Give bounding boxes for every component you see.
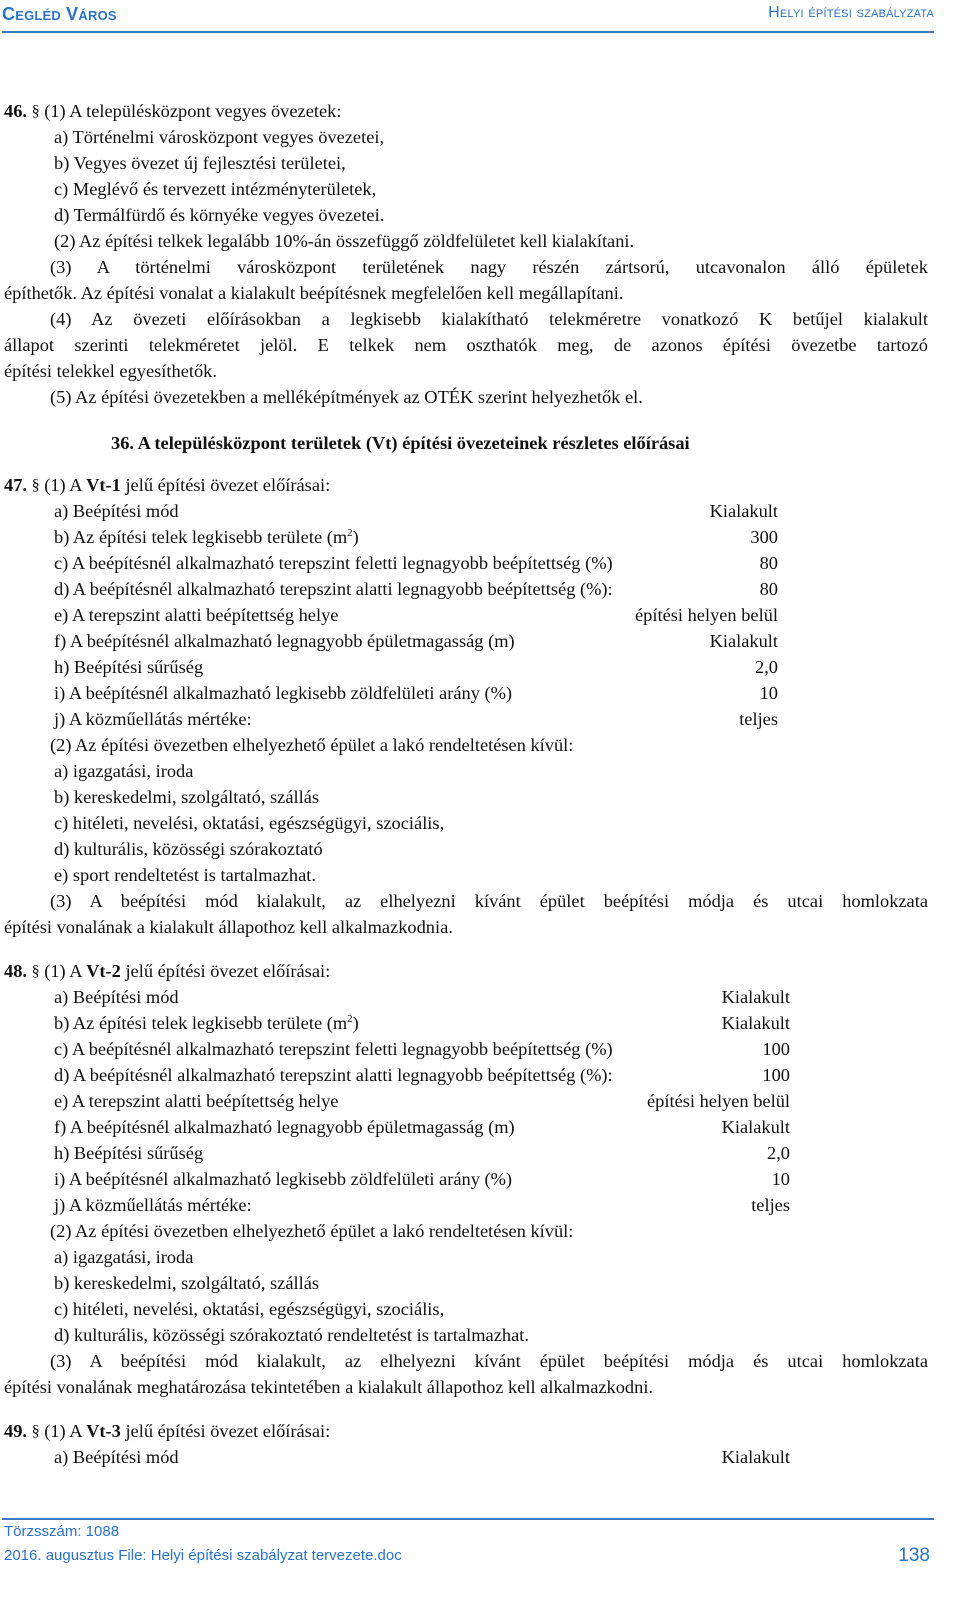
regulation-row [4, 1062, 928, 1088]
paragraph-47-heading [4, 472, 928, 498]
regulation-label: e) A terepszint alatti beépítettség helye [54, 1091, 339, 1111]
list-item: e) sport rendeltetést is tartalmazhat. [54, 865, 316, 885]
regulation-row [4, 498, 928, 524]
paragraph-text: (1) A [44, 475, 87, 495]
regulation-label: f) A beépítésnél alkalmazható legnagyobb épületmagasság (m) [54, 631, 515, 651]
section-sign: § [31, 1423, 40, 1440]
regulation-value: Kialakult [721, 1013, 790, 1033]
regulation-label: j) A közműellátás mértéke: [54, 709, 252, 729]
paragraph-text: jelű építési övezet előírásai: [120, 475, 331, 495]
list-item: a) igazgatási, iroda [54, 1247, 194, 1267]
paragraph-text: (3) A beépítési mód kialakult, az elhelyezni kívánt épület beépítési módja és utcai homlokzata [50, 1351, 928, 1371]
regulation-row [4, 576, 928, 602]
regulation-value: 300 [750, 527, 778, 547]
section-sign: § [31, 963, 40, 980]
list-item: c) hitéleti, nevelési, oktatási, egészségügyi, szociális, [54, 1299, 445, 1319]
paragraph-text: (4) Az övezeti előírásokban a legkisebb kialakítható telekméretre vonatkozó K betűjel kialakult [50, 309, 928, 329]
regulation-label: c) A beépítésnél alkalmazható terepszint feletti legnagyobb beépítettség (%) [54, 553, 613, 573]
footer-line [4, 1523, 930, 1540]
spacer [4, 410, 928, 428]
header-document-title: Helyi építési szabályzata [768, 4, 934, 21]
page-number: 138 [898, 1545, 930, 1566]
regulation-row [4, 1036, 928, 1062]
regulation-label-end: ) [352, 1013, 359, 1033]
spacer [4, 458, 928, 472]
list-item: a) igazgatási, iroda [54, 761, 194, 781]
regulation-row [4, 628, 928, 654]
regulation-row [4, 524, 928, 550]
paragraph-text: (2) Az építési övezetben elhelyezhető épület a lakó rendeltetésen kívül: [50, 735, 574, 755]
regulation-row [4, 550, 928, 576]
regulation-value: Kialakult [721, 987, 790, 1007]
regulation-label: j) A közműellátás mértéke: [54, 1195, 252, 1215]
paragraph-number: 48. [4, 961, 27, 981]
regulation-value: Kialakult [721, 1447, 790, 1467]
regulation-value: Kialakult [709, 631, 778, 651]
regulation-value: építési helyen belül [647, 1091, 790, 1111]
superscript: 2 [347, 526, 353, 539]
paragraph-48-heading [4, 958, 928, 984]
paragraph-text: (3) A beépítési mód kialakult, az elhelyezni kívánt épület beépítési módja és utcai homlokzata [50, 891, 928, 911]
paragraph-text: építési telekkel egyesíthetők. [4, 361, 217, 381]
regulation-label: d) A beépítésnél alkalmazható terepszint alatti legnagyobb beépítettség (%): [54, 579, 613, 599]
paragraph-text: jelű építési övezet előírásai: [120, 1421, 331, 1441]
header-city-title: Cegléd Város [2, 4, 117, 24]
spacer [4, 1400, 928, 1418]
regulation-value: Kialakult [721, 1117, 790, 1137]
list-item: d) kulturális, közösségi szórakoztató rendeltetést is tartalmazhat. [54, 1325, 529, 1345]
regulation-value: 100 [762, 1039, 790, 1059]
paragraph-text: építhetők. Az építési vonalat a kialakult beépítésnek megfelelően kell megállapítani. [4, 283, 624, 303]
regulation-row [4, 680, 928, 706]
header-rule [2, 31, 934, 33]
regulation-value: teljes [751, 1195, 790, 1215]
regulation-label: i) A beépítésnél alkalmazható legkisebb zöldfelületi arány (%) [54, 1169, 513, 1189]
paragraph-text: építési vonalának meghatározása tekintetében a kialakult állapothoz kell alkalmazkodni. [4, 1377, 654, 1397]
list-item: c) hitéleti, nevelési, oktatási, egészségügyi, szociális, [54, 813, 445, 833]
regulation-value: 80 [759, 553, 778, 573]
regulation-row [4, 1114, 928, 1140]
paragraph-text: (5) Az építési övezetekben a melléképítmények az OTÉK szerint helyezhetők el. [50, 387, 643, 407]
regulation-row [4, 984, 928, 1010]
page-header [2, 0, 934, 30]
regulation-label: a) Beépítési mód [54, 501, 179, 521]
footer-file-info: 2016. augusztus File: Helyi építési szabályzat tervezete.doc [4, 1547, 402, 1564]
footer-registry-number: Törzsszám: 1088 [4, 1523, 120, 1540]
list-item: b) kereskedelmi, szolgáltató, szállás [54, 1273, 320, 1293]
zone-code: Vt-2 [86, 961, 121, 981]
paragraph-text: (2) Az építési övezetben elhelyezhető épület a lakó rendeltetésen kívül: [50, 1221, 574, 1241]
paragraph-49-heading [4, 1418, 928, 1444]
regulation-row [4, 1444, 928, 1470]
paragraph-text: (1) A [44, 1421, 87, 1441]
section-sign: § [31, 103, 40, 120]
paragraph-text: (3) A történelmi városközpont területének nagy részén zártsorú, utcavonalon álló épületek [50, 257, 928, 277]
regulation-label: f) A beépítésnél alkalmazható legnagyobb épületmagasság (m) [54, 1117, 515, 1137]
regulation-label: a) Beépítési mód [54, 1447, 179, 1467]
regulation-label: b) Az építési telek legkisebb területe (m [54, 1013, 348, 1033]
regulation-value: 100 [762, 1065, 790, 1085]
regulation-value: 2,0 [767, 1143, 790, 1163]
regulation-label-end: ) [352, 527, 359, 547]
regulation-row [4, 1166, 928, 1192]
regulation-row [4, 1088, 928, 1114]
regulation-value: 10 [771, 1169, 790, 1189]
regulation-value: 2,0 [755, 657, 778, 677]
document-body [4, 98, 928, 1470]
paragraph-text: (1) A [44, 961, 87, 981]
regulation-row [4, 602, 928, 628]
list-item: d) kulturális, közösségi szórakoztató [54, 839, 323, 859]
spacer [4, 940, 928, 958]
regulation-label: h) Beépítési sűrűség [54, 657, 204, 677]
paragraph-number: 46. [4, 101, 27, 121]
footer-rule [2, 1518, 934, 1520]
footer-line [4, 1547, 930, 1564]
list-item: b) kereskedelmi, szolgáltató, szállás [54, 787, 320, 807]
paragraph-text: jelű építési övezet előírásai: [120, 961, 331, 981]
regulation-row [4, 706, 928, 732]
regulation-label: e) A terepszint alatti beépítettség helye [54, 605, 339, 625]
zone-code: Vt-3 [86, 1421, 121, 1441]
regulation-row [4, 1192, 928, 1218]
paragraph-text: (1) A településközpont vegyes övezetek: [44, 101, 342, 121]
regulation-label: c) A beépítésnél alkalmazható terepszint feletti legnagyobb beépítettség (%) [54, 1039, 613, 1059]
paragraph-text: építési vonalának a kialakult állapothoz kell alkalmazkodnia. [4, 917, 453, 937]
regulation-label: b) Az építési telek legkisebb területe (m [54, 527, 348, 547]
regulation-value: Kialakult [709, 501, 778, 521]
paragraph-number: 47. [4, 475, 27, 495]
section-sign: § [31, 477, 40, 494]
paragraph-text: (2) Az építési telkek legalább 10%-án összefüggő zöldfelületet kell kialakítani. [54, 231, 635, 251]
paragraph-46-heading [4, 98, 928, 124]
zone-code: Vt-1 [86, 475, 121, 495]
list-item: b) Vegyes övezet új fejlesztési területei, [54, 153, 346, 173]
regulation-row [4, 1010, 928, 1036]
regulation-value: építési helyen belül [635, 605, 778, 625]
regulation-row [4, 1140, 928, 1166]
regulation-label: a) Beépítési mód [54, 987, 179, 1007]
paragraph-number: 49. [4, 1421, 27, 1441]
list-item: c) Meglévő és tervezett intézményterületek, [54, 179, 377, 199]
regulation-label: i) A beépítésnél alkalmazható legkisebb zöldfelületi arány (%) [54, 683, 513, 703]
paragraph-text: állapot szerinti telekméretet jelöl. E telkek nem oszthatók meg, de azonos építési övezetbe tartozó [4, 335, 928, 355]
regulation-row [4, 654, 928, 680]
superscript: 2 [347, 1012, 353, 1025]
regulation-value: 10 [759, 683, 778, 703]
regulation-value: 80 [759, 579, 778, 599]
section-heading: 36. A településközpont területek (Vt) építési övezeteinek részletes előírásai [111, 433, 690, 453]
regulation-value: teljes [739, 709, 778, 729]
list-item: a) Történelmi városközpont vegyes övezetei, [54, 127, 385, 147]
list-item: d) Termálfürdő és környéke vegyes övezetei. [54, 205, 385, 225]
regulation-label: d) A beépítésnél alkalmazható terepszint alatti legnagyobb beépítettség (%): [54, 1065, 613, 1085]
regulation-label: h) Beépítési sűrűség [54, 1143, 204, 1163]
